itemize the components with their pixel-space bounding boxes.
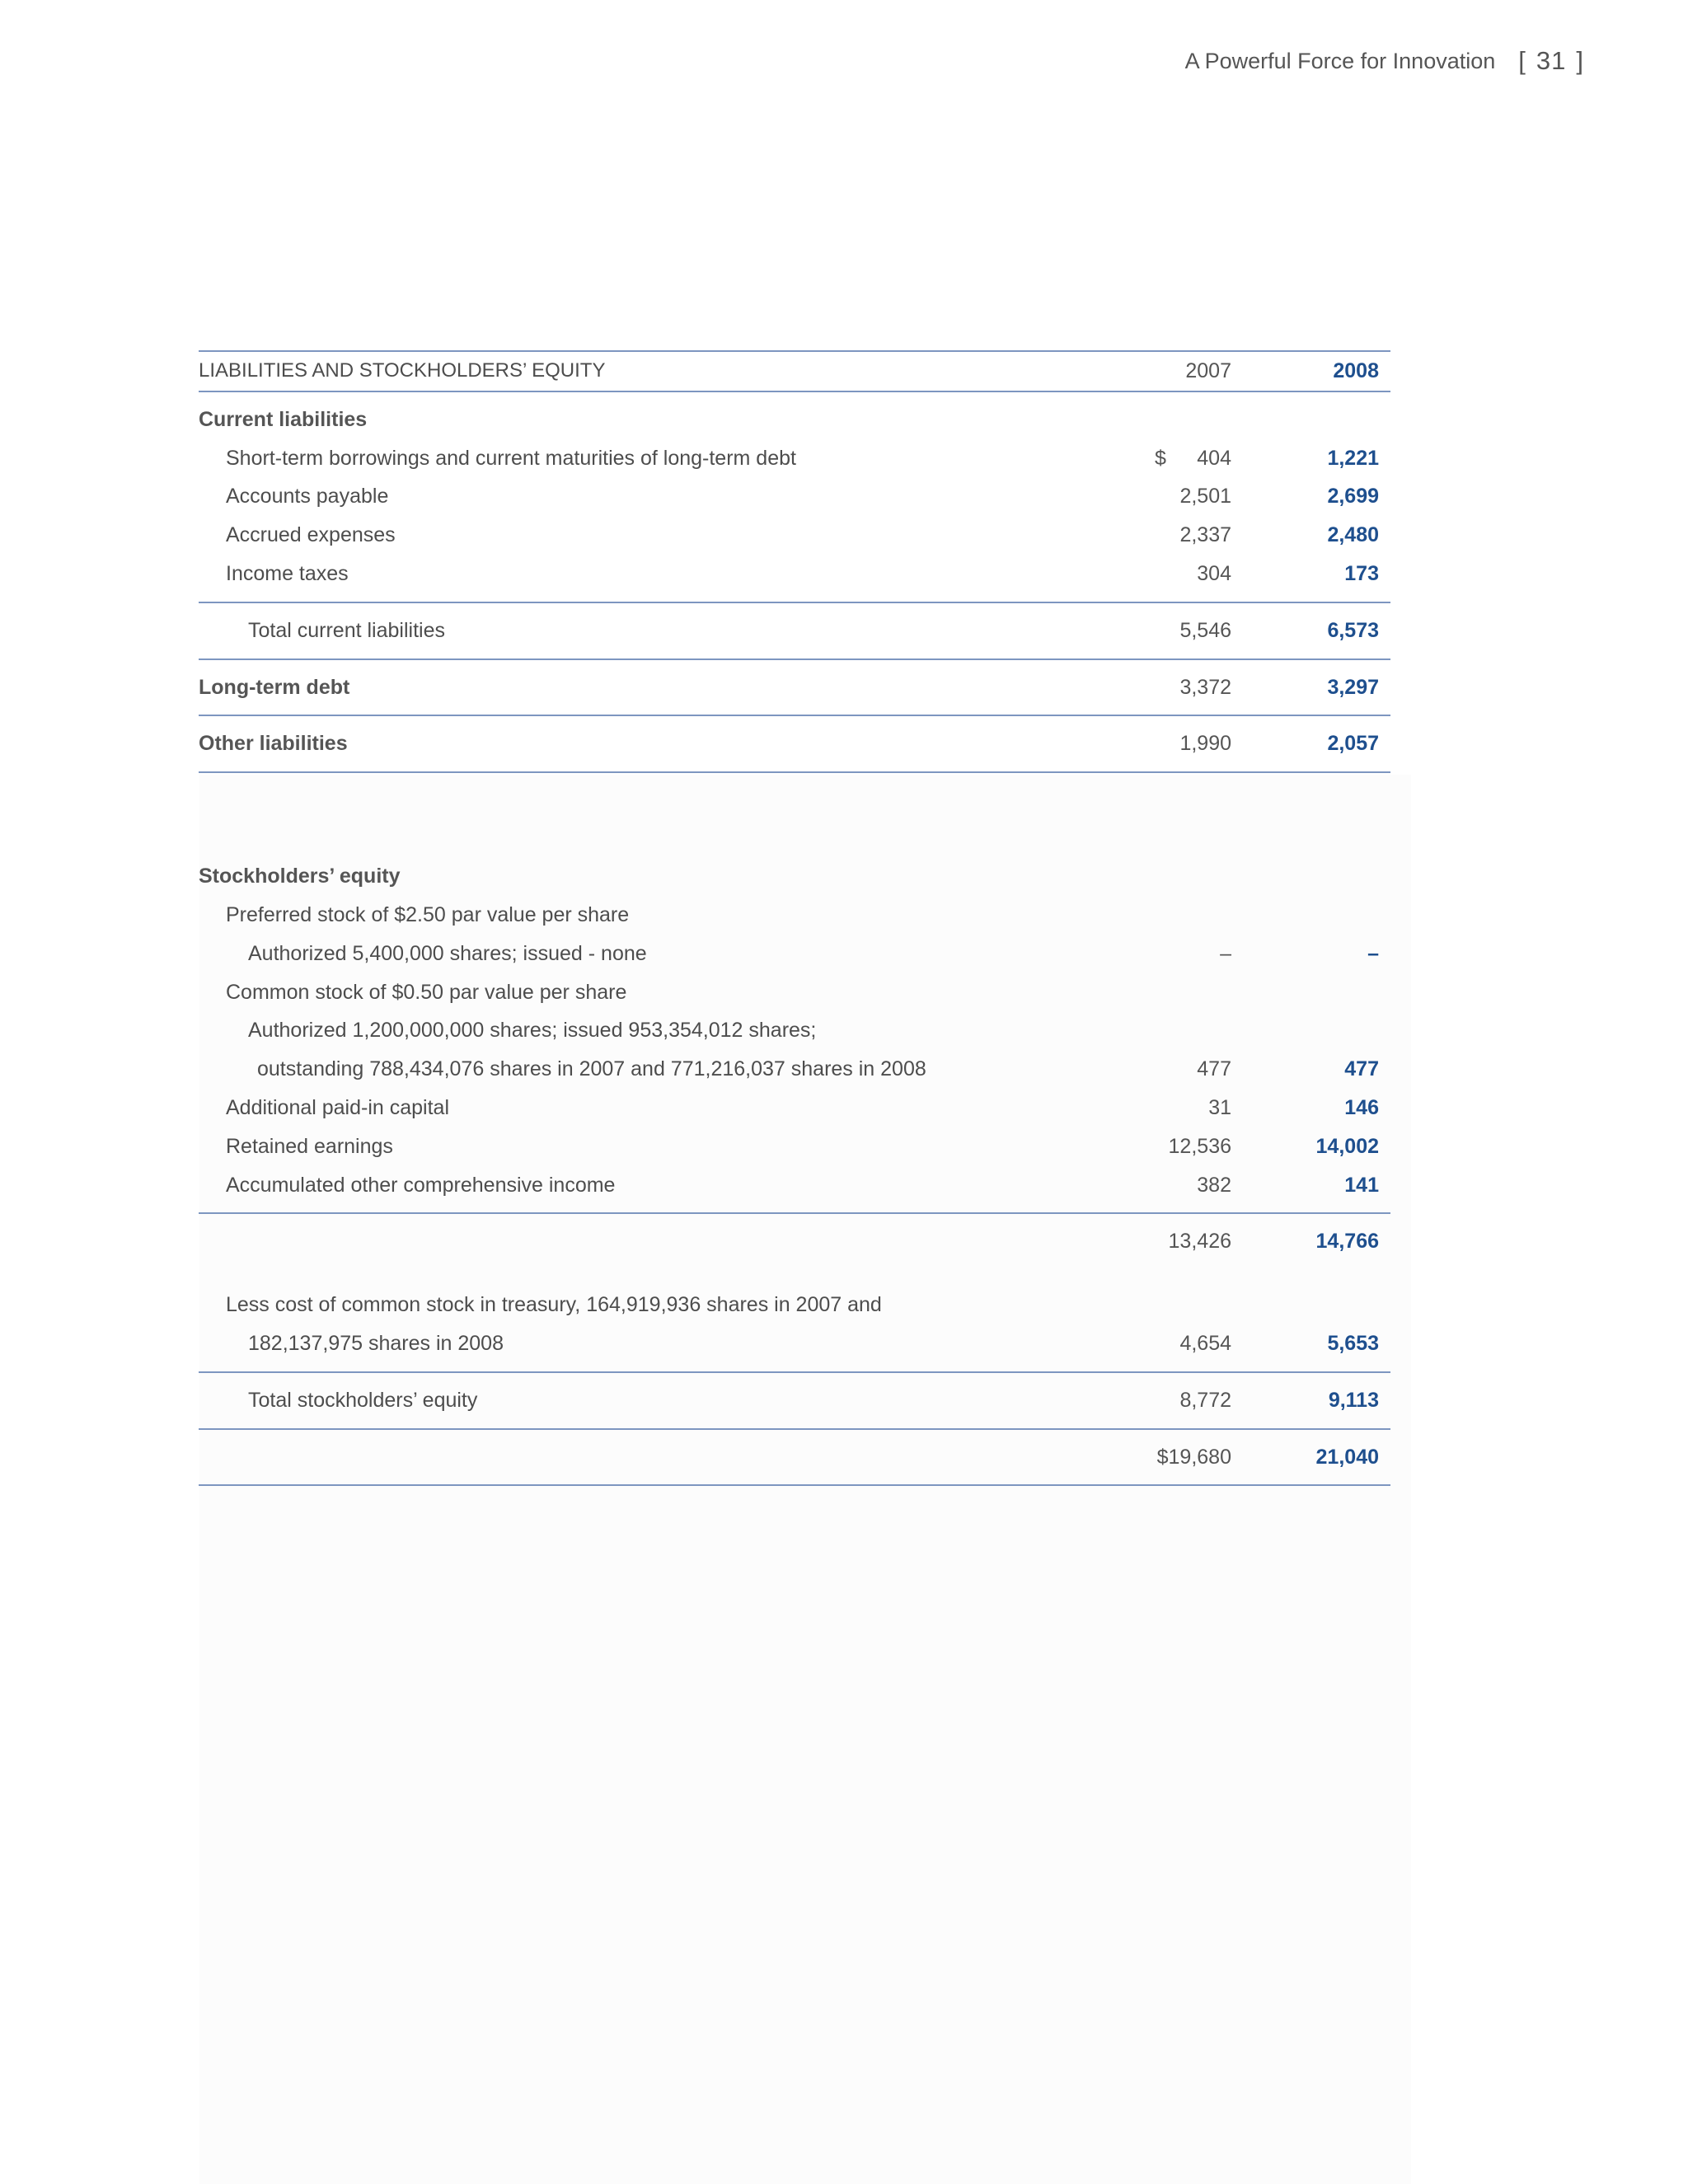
table-row: [199, 1011, 1390, 1050]
total-row: [199, 1381, 1390, 1420]
table-row: [199, 555, 1390, 593]
row-label: outstanding 788,434,076 shares in 2007 and 771,216,037 shares in 2008: [257, 1057, 926, 1081]
value-2007: 304: [1197, 561, 1231, 585]
bracket-close: ]: [1576, 46, 1584, 75]
value-2008: 2,699: [1327, 485, 1379, 509]
row-label: Long-term debt: [199, 675, 350, 699]
table-row: [199, 724, 1390, 763]
table-row: [199, 973, 1390, 1012]
value-2007: 477: [1197, 1057, 1231, 1081]
row-label: Common stock of $0.50 par value per share: [226, 980, 627, 1004]
value-2008: 14,002: [1315, 1134, 1379, 1158]
value-2007: 31: [1208, 1095, 1231, 1119]
row-label: Additional paid-in capital: [226, 1095, 450, 1119]
value-2007: 5,546: [1179, 618, 1231, 642]
table-row: [199, 516, 1390, 555]
value-2008: 141: [1344, 1173, 1379, 1197]
table-heading: LIABILITIES AND STOCKHOLDERS’ EQUITY: [199, 359, 606, 382]
row-label: Less cost of common stock in treasury, 164,919,936 shares in 2007 and: [226, 1293, 882, 1317]
row-label: Total stockholders’ equity: [248, 1388, 478, 1412]
table-row: [199, 439, 1390, 478]
row-label: Short-term borrowings and current maturities of long-term debt: [226, 446, 796, 470]
row-label: Other liabilities: [199, 732, 348, 756]
running-header: [765, 43, 1589, 79]
value-2007: 2,501: [1179, 485, 1231, 509]
grand-total-row: [199, 1438, 1390, 1477]
table-row: [199, 1286, 1390, 1324]
row-label: Authorized 5,400,000 shares; issued - none: [248, 941, 647, 965]
section-title-row: [199, 857, 1390, 896]
row-label: Authorized 1,200,000,000 shares; issued 953,354,012 shares;: [248, 1019, 817, 1043]
table-row: [199, 1089, 1390, 1127]
value-2008: 6,573: [1327, 618, 1379, 642]
table-row: [199, 1166, 1390, 1205]
page-number-block: [1513, 46, 1589, 76]
table-row: [199, 1324, 1390, 1363]
row-label: Income taxes: [226, 561, 349, 585]
row-label: Retained earnings: [226, 1134, 393, 1158]
section-title: Current liabilities: [199, 407, 368, 431]
value-2007: 4,654: [1179, 1331, 1231, 1355]
dollar-sign: $: [1155, 446, 1166, 470]
row-label: Accrued expenses: [226, 523, 396, 547]
table-header-row: [199, 352, 1390, 391]
value-2007: –: [1220, 941, 1231, 965]
section-title-row: [199, 401, 1390, 439]
bracket-open: [: [1518, 46, 1526, 75]
section-title: Stockholders’ equity: [199, 865, 401, 888]
row-label: Accounts payable: [226, 485, 389, 509]
column-header-2008: 2008: [1333, 359, 1379, 382]
table-row: [199, 896, 1390, 935]
value-2008: 2,057: [1327, 732, 1379, 756]
value-2007: 8,772: [1179, 1388, 1231, 1412]
value-2007: 12,536: [1168, 1134, 1231, 1158]
row-label: Total current liabilities: [248, 618, 445, 642]
value-2008: 146: [1344, 1095, 1379, 1119]
value-2008: 1,221: [1327, 446, 1379, 470]
value-2007: 3,372: [1179, 675, 1231, 699]
subtotal-row: [199, 1222, 1390, 1261]
value-2007: $19,680: [1156, 1445, 1231, 1469]
value-2007: 382: [1197, 1173, 1231, 1197]
table-rule: [199, 1484, 1390, 1486]
header-title: A Powerful Force for Innovation: [1184, 48, 1496, 73]
balance-sheet-table: [199, 350, 1390, 1486]
value-2008: 173: [1344, 561, 1379, 585]
value-2007: 404: [1197, 446, 1231, 470]
value-2008: 9,113: [1328, 1388, 1379, 1412]
table-row: [199, 1127, 1390, 1166]
table-row: [199, 668, 1390, 707]
value-2007: 1,990: [1179, 732, 1231, 756]
value-2008: 3,297: [1327, 675, 1379, 699]
page-number: 31: [1536, 46, 1567, 75]
value-2008: 5,653: [1327, 1331, 1379, 1355]
value-2007: 2,337: [1179, 523, 1231, 547]
value-2008: 21,040: [1315, 1445, 1379, 1469]
row-label: 182,137,975 shares in 2008: [248, 1331, 504, 1355]
column-header-2007: 2007: [1185, 359, 1231, 382]
value-2008: 2,480: [1327, 523, 1379, 547]
value-2007: 13,426: [1168, 1230, 1231, 1254]
total-row: [199, 612, 1390, 650]
row-label: Preferred stock of $2.50 par value per share: [226, 902, 630, 926]
row-label: Accumulated other comprehensive income: [226, 1173, 616, 1197]
value-2008: 14,766: [1315, 1230, 1379, 1254]
table-row: [199, 1050, 1390, 1089]
table-row: [199, 477, 1390, 516]
value-2008: –: [1367, 941, 1379, 965]
value-2008: 477: [1344, 1057, 1379, 1081]
table-row: [199, 935, 1390, 973]
